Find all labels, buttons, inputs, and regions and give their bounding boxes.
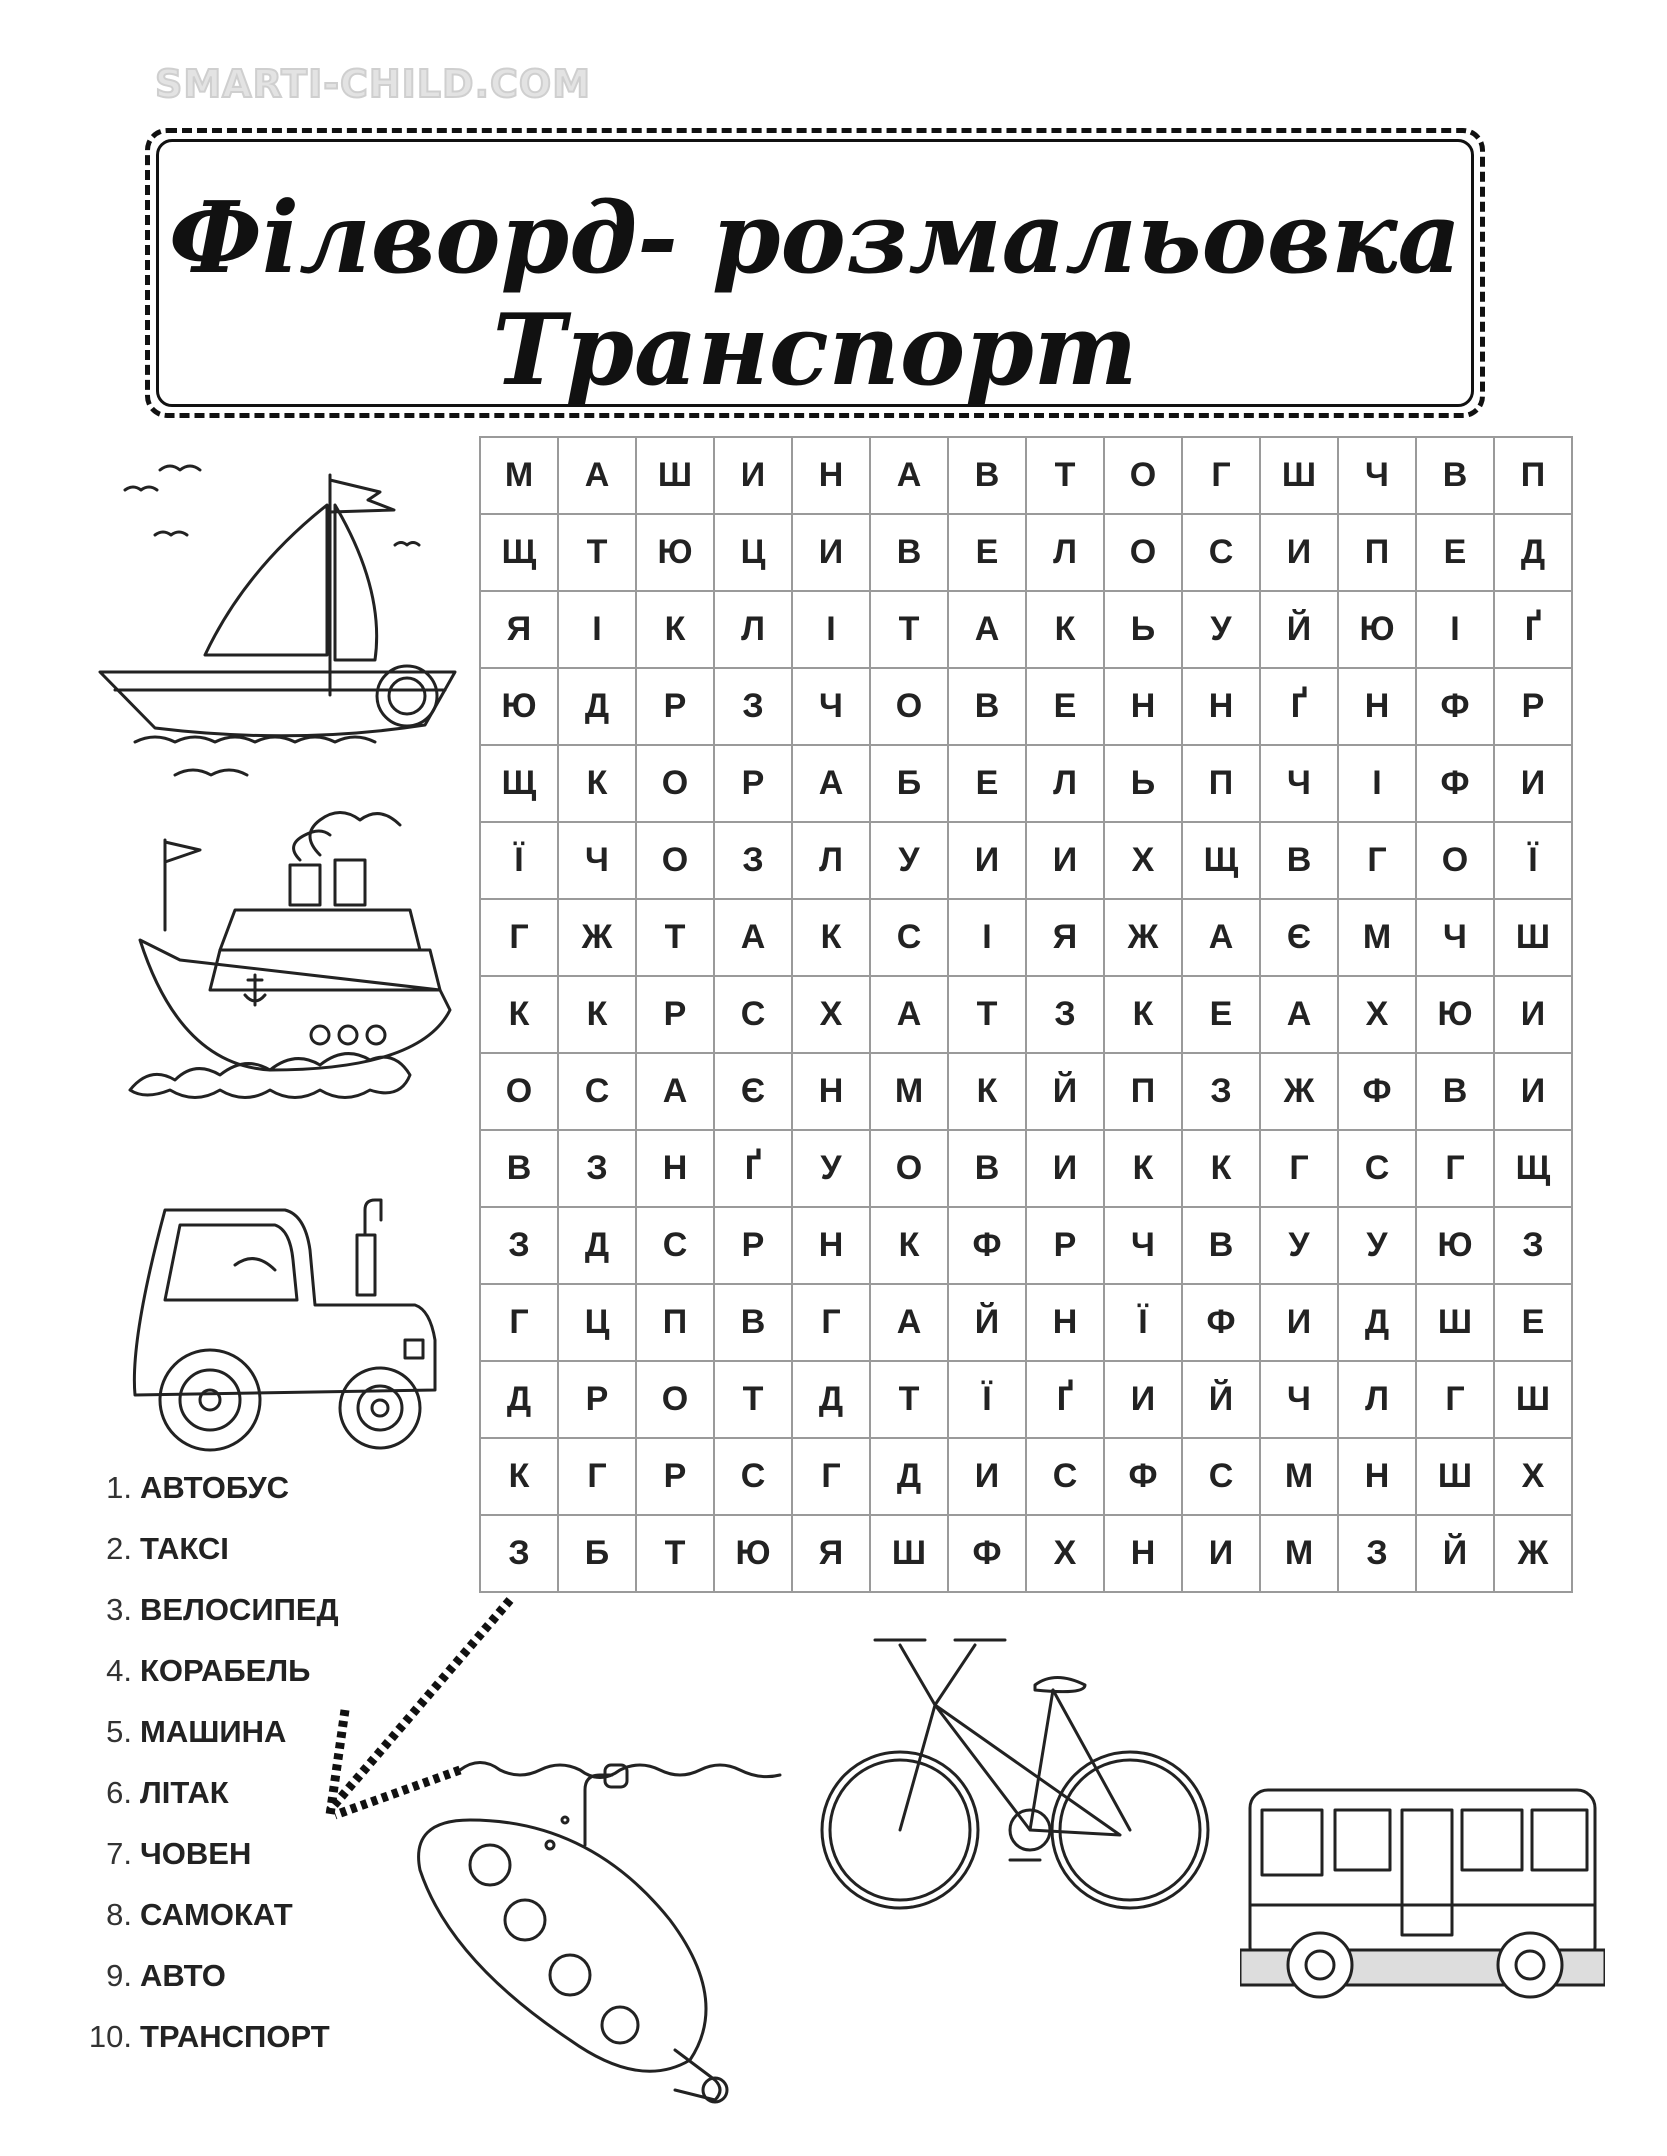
grid-cell[interactable]: А [948, 591, 1026, 668]
grid-cell[interactable]: З [1494, 1207, 1572, 1284]
grid-cell[interactable]: А [1182, 899, 1260, 976]
title-box [145, 128, 1485, 418]
grid-row [480, 1053, 1572, 1130]
grid-row [480, 668, 1572, 745]
grid-cell[interactable]: К [480, 1438, 558, 1515]
grid-cell[interactable]: Р [636, 1438, 714, 1515]
grid-cell[interactable]: О [636, 822, 714, 899]
grid-cell[interactable]: И [1182, 1515, 1260, 1592]
grid-cell[interactable]: Ж [558, 899, 636, 976]
grid-cell[interactable]: Н [792, 1207, 870, 1284]
grid-cell[interactable]: З [1026, 976, 1104, 1053]
grid-cell[interactable]: И [1494, 1053, 1572, 1130]
grid-cell[interactable]: Е [1494, 1284, 1572, 1361]
grid-cell[interactable]: К [948, 1053, 1026, 1130]
grid-cell[interactable]: В [870, 514, 948, 591]
grid-cell[interactable]: Д [1338, 1284, 1416, 1361]
grid-cell[interactable]: Ш [1260, 437, 1338, 514]
grid-cell[interactable]: Ґ [714, 1130, 792, 1207]
grid-cell[interactable]: Є [1260, 899, 1338, 976]
bus-icon [1240, 1780, 1605, 2010]
grid-cell[interactable]: К [870, 1207, 948, 1284]
grid-cell[interactable]: Щ [1182, 822, 1260, 899]
grid-cell[interactable]: Д [558, 668, 636, 745]
grid-cell[interactable]: Т [636, 899, 714, 976]
grid-cell[interactable]: Ь [1104, 745, 1182, 822]
grid-cell[interactable]: Ф [948, 1207, 1026, 1284]
grid-cell[interactable]: С [714, 976, 792, 1053]
grid-cell[interactable]: Ю [1338, 591, 1416, 668]
grid-cell[interactable]: С [558, 1053, 636, 1130]
grid-cell[interactable]: Й [1182, 1361, 1260, 1438]
grid-cell[interactable]: П [1182, 745, 1260, 822]
grid-cell[interactable]: Х [1494, 1438, 1572, 1515]
grid-cell[interactable]: Г [792, 1438, 870, 1515]
grid-cell[interactable]: І [948, 899, 1026, 976]
grid-cell[interactable]: Е [1416, 514, 1494, 591]
grid-cell[interactable]: Ї [1494, 822, 1572, 899]
grid-cell[interactable]: С [714, 1438, 792, 1515]
grid-cell[interactable]: Х [1104, 822, 1182, 899]
grid-cell[interactable]: Ш [1494, 1361, 1572, 1438]
grid-cell[interactable]: З [714, 822, 792, 899]
grid-cell[interactable]: Д [558, 1207, 636, 1284]
grid-cell[interactable]: Щ [480, 514, 558, 591]
grid-cell[interactable]: И [1026, 822, 1104, 899]
word-text: КОРАБЕЛЬ [140, 1653, 311, 1688]
grid-cell[interactable]: З [714, 668, 792, 745]
grid-cell[interactable]: Й [948, 1284, 1026, 1361]
grid-cell[interactable]: Х [792, 976, 870, 1053]
word-list-item [80, 1470, 339, 1531]
grid-cell[interactable]: Р [1026, 1207, 1104, 1284]
grid-cell[interactable]: Ю [1416, 976, 1494, 1053]
grid-cell[interactable]: Ю [1416, 1207, 1494, 1284]
grid-cell[interactable]: О [636, 745, 714, 822]
grid-cell[interactable]: Й [1416, 1515, 1494, 1592]
grid-cell[interactable]: Т [636, 1515, 714, 1592]
grid-cell[interactable]: Ж [1494, 1515, 1572, 1592]
grid-cell[interactable]: Г [480, 1284, 558, 1361]
word-number: 4. [106, 1653, 132, 1688]
grid-cell[interactable]: М [1260, 1438, 1338, 1515]
grid-cell[interactable]: І [558, 591, 636, 668]
grid-cell[interactable]: Ф [1416, 745, 1494, 822]
grid-cell[interactable]: Е [948, 745, 1026, 822]
grid-cell[interactable]: Д [1494, 514, 1572, 591]
word-text: ТАКСІ [140, 1531, 229, 1566]
grid-cell[interactable]: Ч [1260, 745, 1338, 822]
grid-cell[interactable]: П [1104, 1053, 1182, 1130]
word-number: 3. [106, 1592, 132, 1627]
grid-cell[interactable]: Ї [480, 822, 558, 899]
grid-cell[interactable]: Ч [1260, 1361, 1338, 1438]
grid-cell[interactable]: Щ [480, 745, 558, 822]
grid-cell[interactable]: Н [792, 1053, 870, 1130]
grid-cell[interactable]: К [480, 976, 558, 1053]
grid-cell[interactable]: Г [558, 1438, 636, 1515]
grid-cell[interactable]: Г [1182, 437, 1260, 514]
grid-cell[interactable]: Є [714, 1053, 792, 1130]
word-number: 10. [88, 2019, 132, 2054]
grid-cell[interactable]: Р [1494, 668, 1572, 745]
grid-cell[interactable]: Г [1416, 1130, 1494, 1207]
grid-cell[interactable]: К [558, 976, 636, 1053]
grid-cell[interactable]: И [948, 822, 1026, 899]
grid-cell[interactable]: Т [948, 976, 1026, 1053]
grid-cell[interactable]: И [1026, 1130, 1104, 1207]
grid-cell[interactable]: К [792, 899, 870, 976]
grid-cell[interactable]: Р [636, 976, 714, 1053]
grid-row [480, 1515, 1572, 1592]
grid-cell[interactable]: У [1260, 1207, 1338, 1284]
word-number: 5. [106, 1714, 132, 1749]
grid-cell[interactable]: С [870, 899, 948, 976]
grid-cell[interactable]: Ф [1416, 668, 1494, 745]
grid-cell[interactable]: Т [870, 591, 948, 668]
word-list-item [80, 1836, 339, 1897]
grid-cell[interactable]: З [1338, 1515, 1416, 1592]
grid-cell[interactable]: П [1338, 514, 1416, 591]
grid-cell[interactable]: У [792, 1130, 870, 1207]
grid-cell[interactable]: Р [558, 1361, 636, 1438]
word-text: МАШИНА [140, 1714, 287, 1749]
word-text: ТРАНСПОРТ [140, 2019, 330, 2054]
grid-cell[interactable]: Е [1182, 976, 1260, 1053]
grid-cell[interactable]: В [948, 1130, 1026, 1207]
word-text: ЛІТАК [140, 1775, 229, 1810]
grid-cell[interactable]: Ч [792, 668, 870, 745]
grid-cell[interactable]: К [1026, 591, 1104, 668]
grid-cell[interactable]: І [1338, 745, 1416, 822]
grid-cell[interactable]: Ф [1338, 1053, 1416, 1130]
grid-cell[interactable]: О [480, 1053, 558, 1130]
grid-cell[interactable]: О [870, 668, 948, 745]
grid-cell[interactable]: Г [1260, 1130, 1338, 1207]
grid-cell[interactable]: Л [1338, 1361, 1416, 1438]
word-text: ВЕЛОСИПЕД [140, 1592, 339, 1627]
grid-cell[interactable]: Р [714, 1207, 792, 1284]
grid-row [480, 437, 1572, 514]
grid-cell[interactable]: Ш [870, 1515, 948, 1592]
grid-cell[interactable]: П [1494, 437, 1572, 514]
grid-cell[interactable]: Г [792, 1284, 870, 1361]
word-text: АВТОБУС [140, 1470, 290, 1505]
grid-cell[interactable]: Ч [558, 822, 636, 899]
grid-cell[interactable]: И [792, 514, 870, 591]
word-list-item [80, 2019, 339, 2080]
grid-cell[interactable]: Н [1338, 668, 1416, 745]
grid-cell[interactable]: В [1416, 1053, 1494, 1130]
grid-cell[interactable]: Ґ [1260, 668, 1338, 745]
grid-row [480, 1361, 1572, 1438]
grid-cell[interactable]: Ч [1416, 899, 1494, 976]
page-title: Філворд- розмальовка [168, 181, 1462, 296]
grid-cell[interactable]: Я [1026, 899, 1104, 976]
word-number: 8. [106, 1897, 132, 1932]
grid-cell[interactable]: И [1104, 1361, 1182, 1438]
grid-cell[interactable]: К [636, 591, 714, 668]
watermark: SMARTI-CHILD.COM [155, 62, 592, 106]
grid-row [480, 745, 1572, 822]
grid-cell[interactable]: Р [636, 668, 714, 745]
grid-cell[interactable]: Н [1026, 1284, 1104, 1361]
grid-cell[interactable]: В [1182, 1207, 1260, 1284]
grid-cell[interactable]: Ж [1104, 899, 1182, 976]
grid-cell[interactable]: Ґ [1494, 591, 1572, 668]
grid-cell[interactable]: І [792, 591, 870, 668]
grid-cell[interactable]: Ь [1104, 591, 1182, 668]
grid-cell[interactable]: Р [714, 745, 792, 822]
grid-cell[interactable]: И [1494, 745, 1572, 822]
word-search-grid [479, 436, 1573, 1593]
grid-cell[interactable]: Д [480, 1361, 558, 1438]
grid-cell[interactable]: П [636, 1284, 714, 1361]
grid-cell[interactable]: И [1494, 976, 1572, 1053]
grid-cell[interactable]: Я [480, 591, 558, 668]
grid-cell[interactable]: А [870, 1284, 948, 1361]
grid-cell[interactable]: С [1182, 514, 1260, 591]
grid-cell[interactable]: Т [1026, 437, 1104, 514]
grid-cell[interactable]: С [636, 1207, 714, 1284]
grid-cell[interactable]: Ч [1338, 437, 1416, 514]
grid-cell[interactable]: А [558, 437, 636, 514]
grid-cell[interactable]: А [1260, 976, 1338, 1053]
grid-cell[interactable]: К [1182, 1130, 1260, 1207]
grid-cell[interactable]: Ж [1260, 1053, 1338, 1130]
grid-cell[interactable]: А [714, 899, 792, 976]
grid-cell[interactable]: Т [714, 1361, 792, 1438]
grid-cell[interactable]: Е [948, 514, 1026, 591]
word-number: 2. [106, 1531, 132, 1566]
grid-cell[interactable]: М [1260, 1515, 1338, 1592]
submarine-icon [390, 1750, 810, 2150]
grid-cell[interactable]: Г [480, 899, 558, 976]
grid-cell[interactable]: В [480, 1130, 558, 1207]
grid-cell[interactable]: Я [792, 1515, 870, 1592]
grid-cell[interactable]: С [1182, 1438, 1260, 1515]
grid-cell[interactable]: М [870, 1053, 948, 1130]
grid-cell[interactable]: А [870, 437, 948, 514]
grid-cell[interactable]: Т [558, 514, 636, 591]
grid-cell[interactable]: С [1338, 1130, 1416, 1207]
word-list-item [80, 1531, 339, 1592]
grid-cell[interactable]: С [1026, 1438, 1104, 1515]
grid-cell[interactable]: Н [1104, 1515, 1182, 1592]
grid-cell[interactable]: Л [714, 591, 792, 668]
word-number: 9. [106, 1958, 132, 1993]
grid-cell[interactable]: Б [870, 745, 948, 822]
grid-cell[interactable]: З [558, 1130, 636, 1207]
grid-cell[interactable]: О [870, 1130, 948, 1207]
grid-cell[interactable]: Ї [1104, 1284, 1182, 1361]
grid-cell[interactable]: Ц [558, 1284, 636, 1361]
grid-row [480, 822, 1572, 899]
grid-cell[interactable]: В [714, 1284, 792, 1361]
grid-row [480, 1207, 1572, 1284]
grid-row [480, 591, 1572, 668]
grid-cell[interactable]: Ш [1416, 1438, 1494, 1515]
word-number: 7. [106, 1836, 132, 1871]
grid-cell[interactable]: И [1260, 514, 1338, 591]
grid-cell[interactable]: Н [792, 437, 870, 514]
grid-cell[interactable]: Н [1104, 668, 1182, 745]
grid-cell[interactable]: Д [870, 1438, 948, 1515]
ship-icon [120, 800, 460, 1130]
grid-cell[interactable]: Б [558, 1515, 636, 1592]
grid-cell[interactable]: Н [636, 1130, 714, 1207]
grid-cell[interactable]: Х [1026, 1515, 1104, 1592]
grid-row [480, 976, 1572, 1053]
grid-row [480, 1284, 1572, 1361]
page-subtitle: Транспорт [492, 293, 1138, 408]
grid-cell[interactable]: О [1104, 514, 1182, 591]
grid-cell[interactable]: К [558, 745, 636, 822]
grid-cell[interactable]: З [480, 1515, 558, 1592]
grid-cell[interactable]: О [1104, 437, 1182, 514]
grid-cell[interactable]: А [792, 745, 870, 822]
grid-cell[interactable]: І [1416, 591, 1494, 668]
grid-cell[interactable]: Ї [948, 1361, 1026, 1438]
grid-cell[interactable]: Г [1416, 1361, 1494, 1438]
grid-cell[interactable]: Ш [1494, 899, 1572, 976]
grid-cell[interactable]: И [1260, 1284, 1338, 1361]
word-number: 1. [106, 1470, 132, 1505]
grid-cell[interactable]: Е [1026, 668, 1104, 745]
grid-cell[interactable]: Ч [1104, 1207, 1182, 1284]
grid-cell[interactable]: У [1338, 1207, 1416, 1284]
grid-cell[interactable]: В [948, 437, 1026, 514]
grid-cell[interactable]: М [1338, 899, 1416, 976]
sailboat-icon [95, 450, 480, 795]
grid-cell[interactable]: О [1416, 822, 1494, 899]
grid-cell[interactable]: Ю [480, 668, 558, 745]
grid-cell[interactable]: Л [1026, 745, 1104, 822]
grid-cell[interactable]: В [1416, 437, 1494, 514]
grid-cell[interactable]: Н [1338, 1438, 1416, 1515]
grid-cell[interactable]: М [480, 437, 558, 514]
grid-cell[interactable]: А [636, 1053, 714, 1130]
grid-cell[interactable]: Л [792, 822, 870, 899]
grid-cell[interactable]: Ш [1416, 1284, 1494, 1361]
word-text: ЧОВЕН [140, 1836, 252, 1871]
grid-cell[interactable]: Й [1026, 1053, 1104, 1130]
grid-cell[interactable]: З [480, 1207, 558, 1284]
grid-cell[interactable]: К [1104, 1130, 1182, 1207]
grid-cell[interactable]: Щ [1494, 1130, 1572, 1207]
grid-row [480, 1130, 1572, 1207]
grid-cell[interactable]: У [1182, 591, 1260, 668]
grid-cell[interactable]: Ц [714, 514, 792, 591]
grid-cell[interactable]: К [1104, 976, 1182, 1053]
grid-cell[interactable]: Ю [636, 514, 714, 591]
word-text: АВТО [140, 1958, 226, 1993]
grid-cell[interactable]: Н [1182, 668, 1260, 745]
grid-cell[interactable]: Ф [948, 1515, 1026, 1592]
bicycle-icon [815, 1625, 1215, 1935]
grid-cell[interactable]: Ф [1182, 1284, 1260, 1361]
grid-row [480, 514, 1572, 591]
grid-cell[interactable]: И [714, 437, 792, 514]
word-number: 6. [106, 1775, 132, 1810]
grid-cell[interactable]: Ш [636, 437, 714, 514]
tractor-icon [115, 1190, 455, 1470]
word-list-item [80, 1958, 339, 2019]
grid-row [480, 899, 1572, 976]
grid-cell[interactable]: О [636, 1361, 714, 1438]
word-list-item [80, 1897, 339, 1958]
grid-cell[interactable]: Х [1338, 976, 1416, 1053]
grid-cell[interactable]: У [870, 822, 948, 899]
grid-cell[interactable]: Д [792, 1361, 870, 1438]
grid-cell[interactable]: Г [1338, 822, 1416, 899]
grid-cell[interactable]: Л [1026, 514, 1104, 591]
grid-row [480, 1438, 1572, 1515]
grid-cell[interactable]: Ґ [1026, 1361, 1104, 1438]
grid-cell[interactable]: З [1182, 1053, 1260, 1130]
word-text: САМОКАТ [140, 1897, 293, 1932]
grid-cell[interactable]: В [1260, 822, 1338, 899]
grid-cell[interactable]: И [948, 1438, 1026, 1515]
grid-cell[interactable]: В [948, 668, 1026, 745]
grid-cell[interactable]: Й [1260, 591, 1338, 668]
grid-cell[interactable]: Ф [1104, 1438, 1182, 1515]
grid-cell[interactable]: Ю [714, 1515, 792, 1592]
grid-cell[interactable]: Т [870, 1361, 948, 1438]
grid-cell[interactable]: А [870, 976, 948, 1053]
